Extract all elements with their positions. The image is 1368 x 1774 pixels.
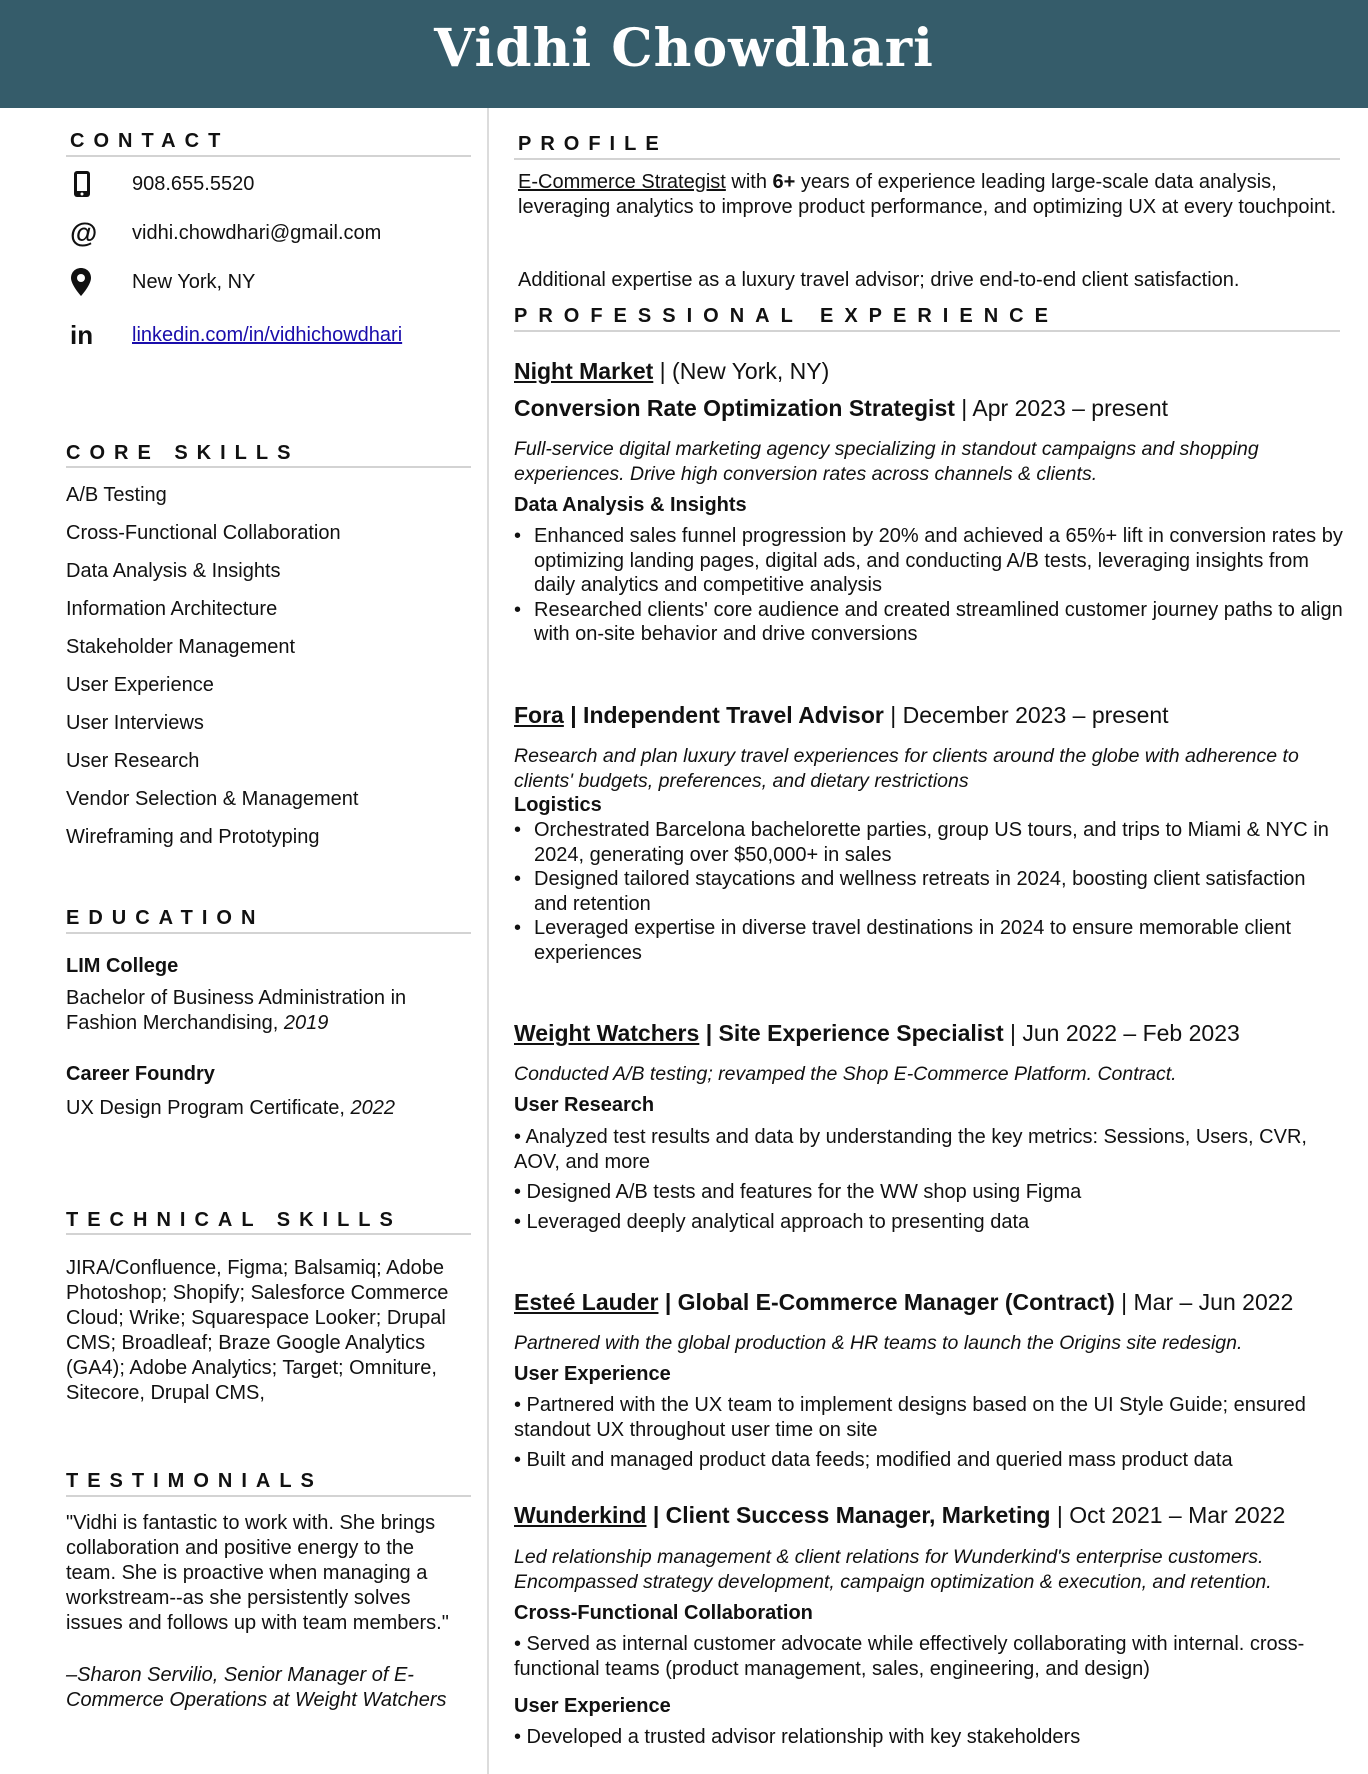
job-heading: Night Market | (New York, NY) [514,358,830,384]
phone-number: 908.655.5520 [132,172,255,195]
skill-item: Information Architecture [66,598,278,620]
job-subheading: Logistics [514,794,602,816]
experience-rule [514,330,1340,332]
job-subheading: User Experience [514,1695,671,1717]
header-banner [0,0,1368,108]
job-heading: Weight Watchers | Site Experience Specialist | Jun 2022 – Feb 2023 [514,1020,1240,1046]
contact-location-row [70,264,470,300]
email-address: vidhi.chowdhari@gmail.com [132,221,382,244]
job-heading: Wunderkind | Client Success Manager, Marketing | Oct 2021 – Mar 2022 [514,1502,1286,1528]
testimonial-quote: "Vidhi is fantastic to work with. She brings collaboration and positive energy to the team. She is proactive when managing a workstream--as she persistently solves issues and follows up with team members." [66,1512,449,1634]
job-subheading: User Research [514,1094,655,1116]
skill-item: Vendor Selection & Management [66,788,359,810]
job-bullet: • Designed tailored staycations and wellness retreats in 2024, boosting client satisfaction and retention [534,867,1344,916]
profile-title: PROFILE [518,133,668,155]
experience-title: PROFESSIONAL EXPERIENCE [514,305,1059,327]
job-bullet: • Enhanced sales funnel progression by 20% and achieved a 65%+ lift in conversion rates by optimizing landing pages, digital ads, and conducting A/B tests, leveraging insights from daily analytics and competitive analysis [534,524,1344,598]
column-divider [487,108,489,1774]
job-bullet: • Designed A/B tests and features for the WW shop using Figma [514,1181,1082,1203]
job-description: Partnered with the global production & HR teams to launch the Origins site redesign. [514,1332,1243,1354]
job-description: Full-service digital marketing agency specializing in standout campaigns and shopping experiences. Drive high conversion rates across channels & clients. [514,438,1259,485]
job-subheading: Cross-Functional Collaboration [514,1602,813,1624]
linkedin-icon: in [70,319,94,350]
school-name: LIM College [66,955,179,977]
job-bullet: • Served as internal customer advocate while effectively collaborating with internal. cross-functional teams (product management, sales, engineering, and design) [514,1633,1305,1680]
technical-skills-rule [66,1233,471,1235]
job-bullet: • Researched clients' core audience and created streamlined customer journey paths to align with on-site behavior and drive conversions [534,598,1344,647]
technical-skills-text: JIRA/Confluence, Figma; Balsamiq; Adobe Photoshop; Shopify; Salesforce Commerce Cloud; Wrike; Squarespace Looker; Drupal CMS; Broadleaf; Braze Google Analytics (GA4); Adobe Analytics; Target; Omniture, Sitecore, Drupal CMS, [66,1257,449,1404]
testimonials-title: TESTIMONIALS [66,1470,323,1492]
education-rule [66,932,471,934]
degree-text: UX Design Program Certificate, 2022 [66,1097,396,1119]
job-description: Led relationship management & client relations for Wunderkind's enterprise customers. Encompassed strategy development, campaign optimization & execution, and retention. [514,1546,1272,1593]
core-skills-title: CORE SKILLS [66,442,300,464]
job-heading: Fora | Independent Travel Advisor | December 2023 – present [514,702,1169,728]
testimonials-rule [66,1495,471,1497]
profile-additional: Additional expertise as a luxury travel advisor; drive end-to-end client satisfaction. [518,269,1240,291]
profile-role-link: E-Commerce Strategist [518,171,726,193]
candidate-name: Vidhi Chowdhari [434,18,934,79]
job-bullet: • Partnered with the UX team to implement designs based on the UI Style Guide; ensured standout UX throughout user time on site [514,1394,1306,1441]
contact-phone-row [70,166,470,202]
job-bullets [514,524,1344,647]
skill-item: User Research [66,750,200,772]
job-bullet: • Orchestrated Barcelona bachelorette parties, group US tours, and trips to Miami & NYC in 2024, generating over $50,000+ in sales [534,818,1344,867]
contact-linkedin-row [70,317,470,353]
profile-rule [514,158,1340,160]
contact-title: CONTACT [70,130,230,152]
skill-item: User Interviews [66,712,204,734]
job-bullet: • Built and managed product data feeds; modified and queried mass product data [514,1449,1233,1471]
skill-item: A/B Testing [66,484,167,506]
core-skills-rule [66,466,471,468]
linkedin-link[interactable]: linkedin.com/in/vidhichowdhari [132,323,403,346]
degree-text: Bachelor of Business Administration in Fashion Merchandising, 2019 [66,987,407,1034]
job-description: Conducted A/B testing; revamped the Shop E-Commerce Platform. Contract. [514,1063,1177,1085]
job-description: Research and plan luxury travel experiences for clients around the globe with adherence to clients' budgets, preferences, and dietary restrictions [514,745,1299,792]
job-bullets [514,818,1344,965]
contact-rule [66,155,471,157]
job-role: Conversion Rate Optimization Strategist | Apr 2023 – present [514,395,1169,421]
contact-email-row [70,215,470,251]
job-bullet: • Leveraged expertise in diverse travel destinations in 2024 to ensure memorable client experiences [534,916,1344,965]
job-heading: Esteé Lauder | Global E-Commerce Manager (Contract) | Mar – Jun 2022 [514,1289,1294,1315]
profile-summary: E-Commerce Strategist with 6+ years of experience leading large-scale data analysis, leveraging analytics to improve product performance, and optimizing UX at every touchpoint. [518,171,1337,218]
at-sign-icon: @ [70,217,98,248]
job-bullet: • Analyzed test results and data by understanding the key metrics: Sessions, Users, CVR, AOV, and more [514,1126,1307,1173]
skill-item: Cross-Functional Collaboration [66,522,341,544]
phone-icon [70,170,120,198]
job-subheading: Data Analysis & Insights [514,494,747,516]
job-bullet: • Leveraged deeply analytical approach to presenting data [514,1211,1030,1233]
job-bullet: • Developed a trusted advisor relationship with key stakeholders [514,1726,1081,1748]
testimonial-author: –Sharon Servilio, Senior Manager of E-Commerce Operations at Weight Watchers [66,1664,447,1711]
map-pin-icon [70,267,120,297]
job-subheading: User Experience [514,1363,671,1385]
education-title: EDUCATION [66,907,265,929]
school-name: Career Foundry [66,1063,215,1085]
location-text: New York, NY [132,270,256,293]
skill-item: Stakeholder Management [66,636,296,658]
skill-item: User Experience [66,674,214,696]
skill-item: Data Analysis & Insights [66,560,281,582]
technical-skills-title: TECHNICAL SKILLS [66,1209,402,1231]
skill-item: Wireframing and Prototyping [66,826,320,848]
